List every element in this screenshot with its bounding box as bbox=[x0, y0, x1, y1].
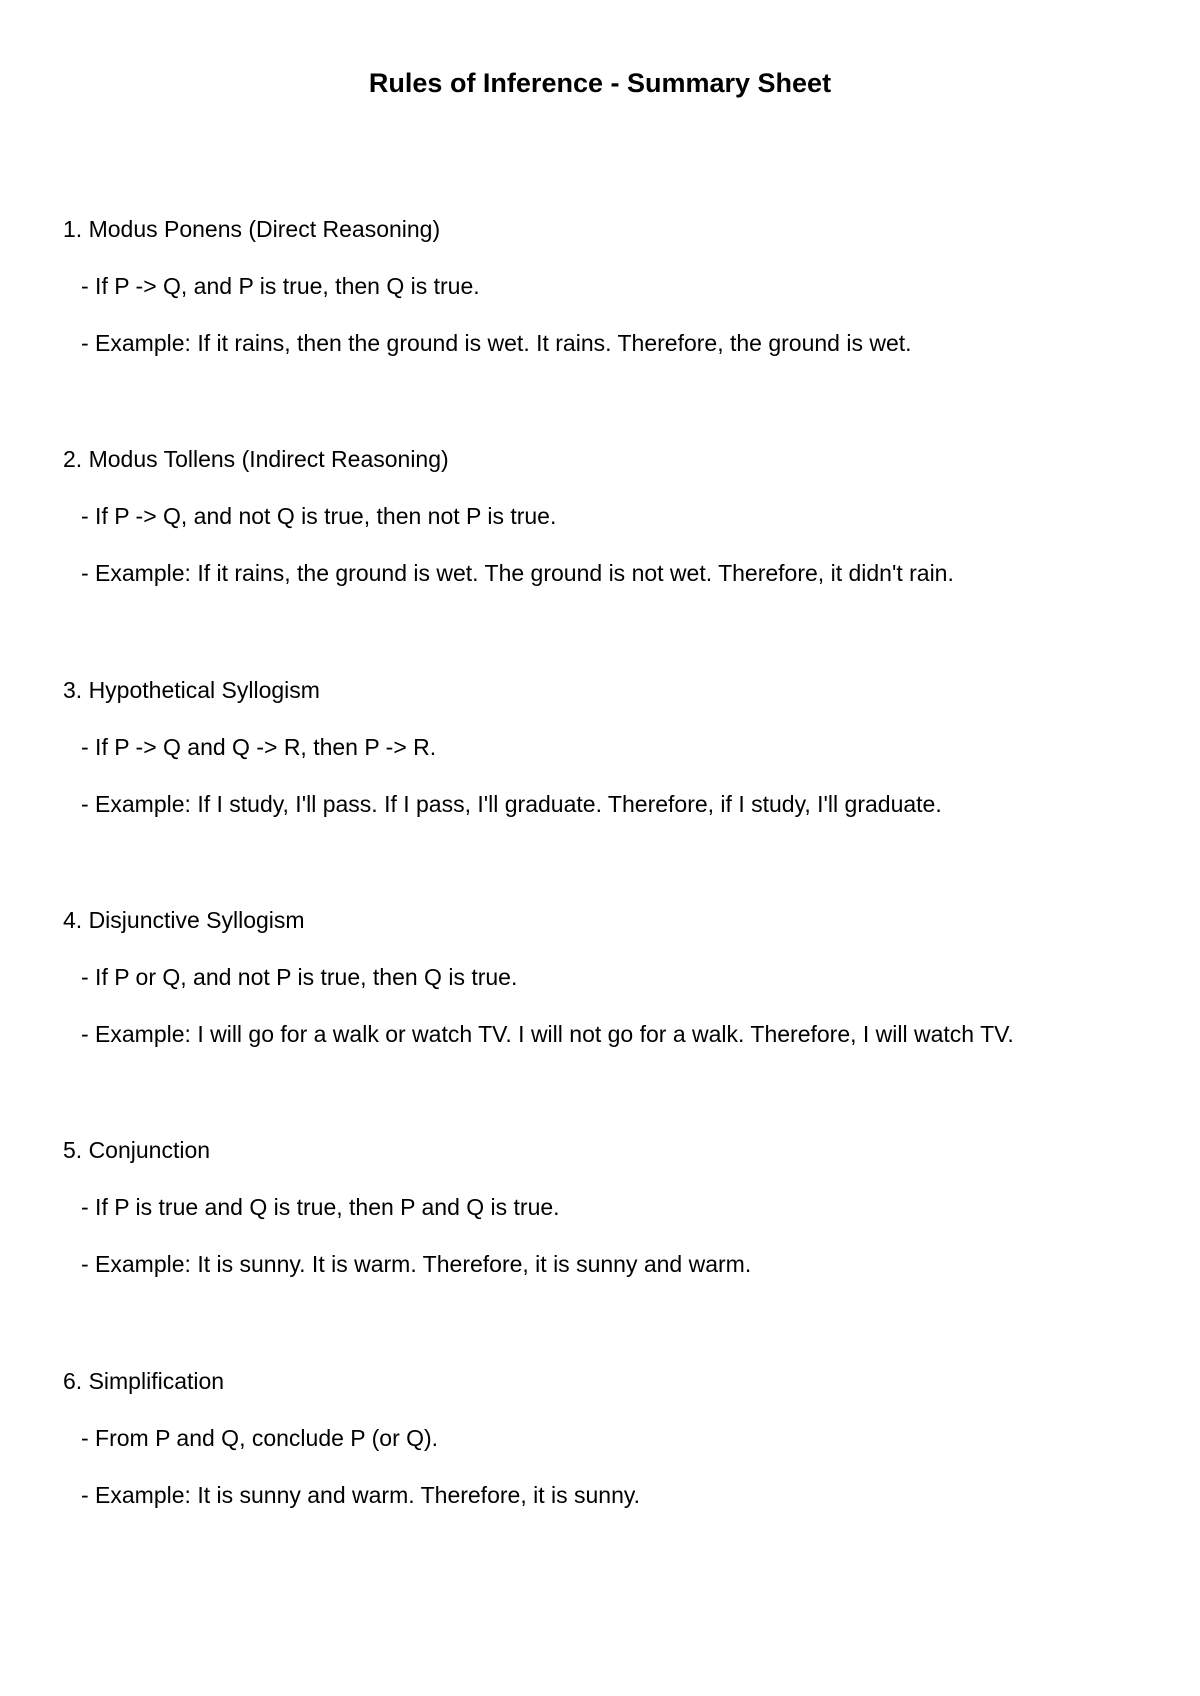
section-disjunctive-syllogism bbox=[63, 905, 1163, 1049]
section-conjunction bbox=[63, 1135, 1163, 1279]
section-modus-ponens bbox=[63, 214, 1163, 358]
section-hypothetical-syllogism bbox=[63, 675, 1163, 819]
section-rule: - If P or Q, and not P is true, then Q is true. bbox=[81, 964, 518, 990]
section-heading: 2. Modus Tollens (Indirect Reasoning) bbox=[63, 446, 449, 472]
section-rule: - If P is true and Q is true, then P and Q is true. bbox=[81, 1194, 560, 1220]
section-rule: - If P -> Q, and not Q is true, then not P is true. bbox=[81, 503, 557, 529]
section-rule: - If P -> Q, and P is true, then Q is true. bbox=[81, 273, 480, 299]
page-title: Rules of Inference - Summary Sheet bbox=[368, 68, 832, 98]
section-heading: 4. Disjunctive Syllogism bbox=[63, 907, 305, 933]
section-example: - Example: If it rains, then the ground is wet. It rains. Therefore, the ground is wet. bbox=[81, 330, 912, 356]
section-example: - Example: I will go for a walk or watch TV. I will not go for a walk. Therefore, I will watch TV. bbox=[81, 1021, 1014, 1047]
section-example: - Example: If it rains, the ground is wet. The ground is not wet. Therefore, it didn't rain. bbox=[81, 560, 954, 586]
section-example: - Example: It is sunny and warm. Therefore, it is sunny. bbox=[81, 1482, 641, 1508]
section-heading: 3. Hypothetical Syllogism bbox=[63, 677, 320, 703]
section-heading: 5. Conjunction bbox=[63, 1137, 211, 1163]
section-heading: 1. Modus Ponens (Direct Reasoning) bbox=[63, 216, 441, 242]
section-rule: - From P and Q, conclude P (or Q). bbox=[81, 1425, 439, 1451]
section-rule: - If P -> Q and Q -> R, then P -> R. bbox=[81, 734, 437, 760]
section-modus-tollens bbox=[63, 444, 1163, 588]
section-example: - Example: It is sunny. It is warm. Therefore, it is sunny and warm. bbox=[81, 1251, 752, 1277]
section-example: - Example: If I study, I'll pass. If I pass, I'll graduate. Therefore, if I study, I'll graduate. bbox=[81, 791, 942, 817]
section-simplification bbox=[63, 1366, 1163, 1510]
section-heading: 6. Simplification bbox=[63, 1368, 225, 1394]
